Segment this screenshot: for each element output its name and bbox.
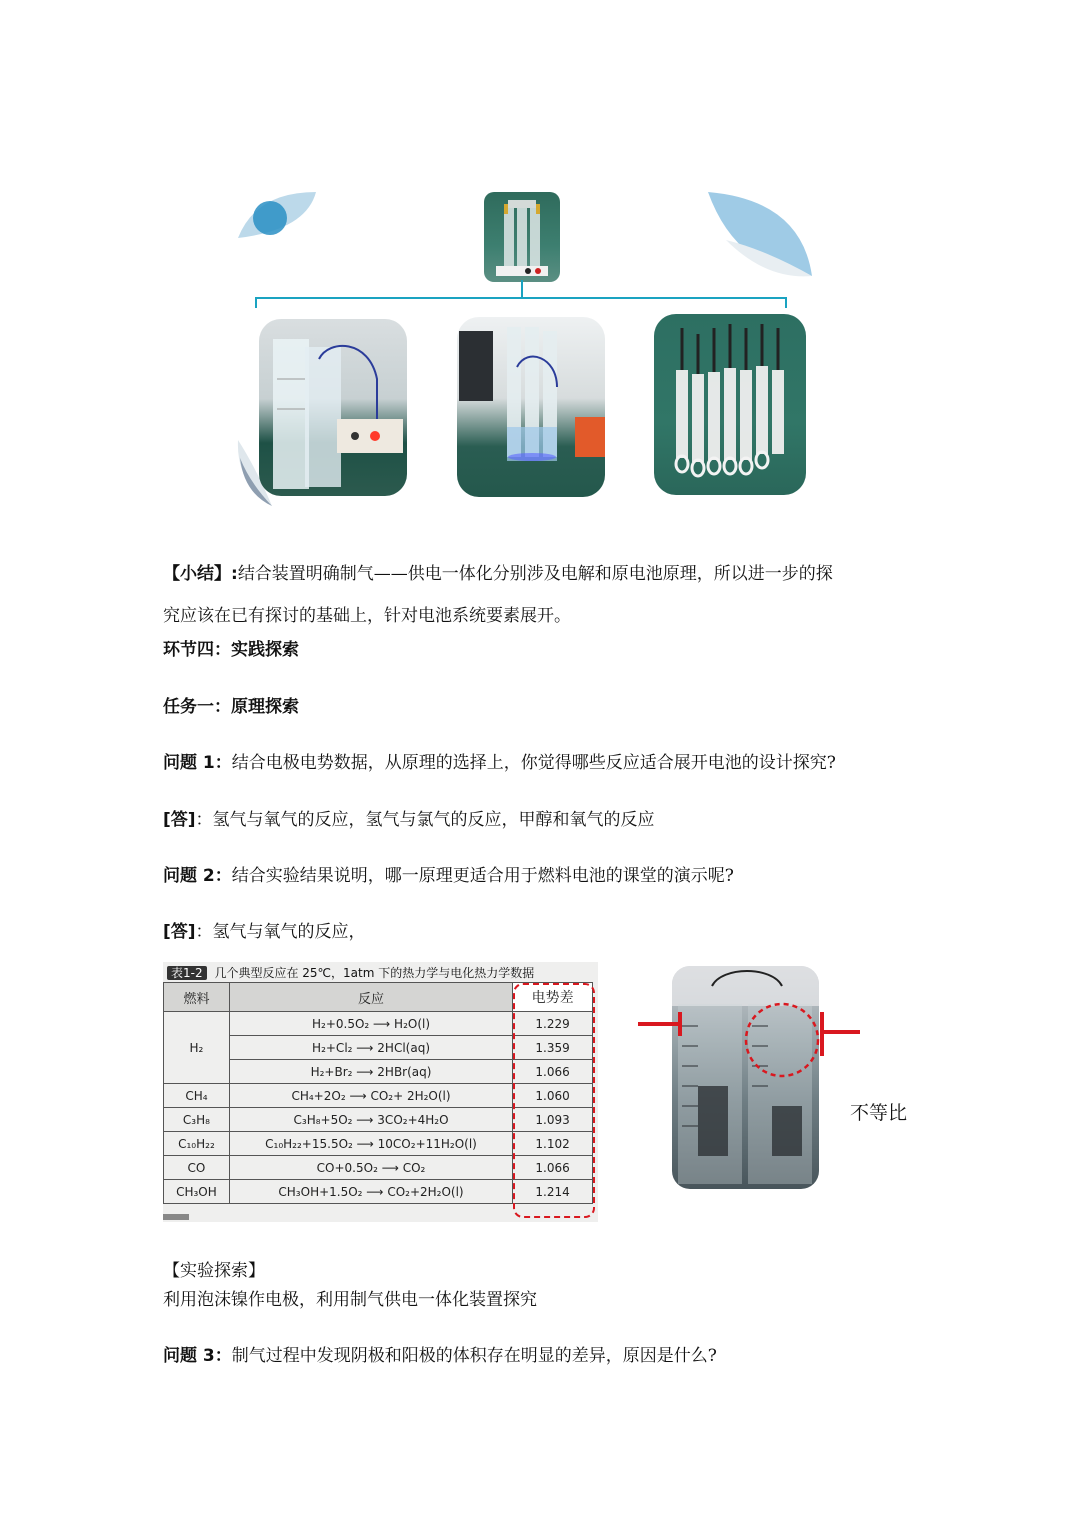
emf-cell: 1.359 [513,1036,593,1060]
syringe-electrodes-photo [654,314,806,495]
question-2-colon: ： [214,866,232,886]
question-2-label: 问题 2 [163,866,215,886]
fuel-cell: H₂ [164,1012,230,1084]
reaction-cell: C₁₀H₂₂+15.5O₂ ⟶ 10CO₂+11H₂O(l) [229,1132,512,1156]
question-1-colon: ： [214,753,232,773]
header-fuel: 燃料 [164,983,230,1012]
unequal-ratio-label: 不等比 [850,1102,908,1124]
syringe-electrolysis-photo [259,319,407,496]
scan-corner-mark [163,1214,189,1220]
header-emf: 电势差 [513,983,593,1012]
emf-cell: 1.093 [513,1108,593,1132]
question-1 [163,751,836,775]
answer-1-label: [答] [163,810,196,830]
question-3-text: 制气过程中发现阴极和阳极的体积存在明显的差异，原因是什么? [231,1346,717,1366]
experiment-title: 【实验探索】 [163,1261,265,1281]
summary-line-2: 究应该在已有探讨的基础上，针对电池系统要素展开。 [163,606,571,626]
gas-level-annotation [636,1000,862,1090]
emf-cell: 1.066 [513,1156,593,1180]
fuel-cell: C₃H₈ [164,1108,230,1132]
emf-cell: 1.066 [513,1060,593,1084]
table-caption-row [167,964,534,982]
task1-title: 任务一：原理探索 [163,697,299,717]
top-figure [236,190,816,510]
emf-cell: 1.060 [513,1084,593,1108]
decorative-corner-top-right [706,190,816,280]
emf-highlight-box [513,983,595,1218]
summary-colon: : [231,564,238,584]
table-caption: 几个典型反应在 25℃，1atm 下的热力学与电化热力学数据 [214,966,535,980]
decorative-corner-top-left [236,190,326,250]
question-1-text: 结合电极电势数据，从原理的选择上，你觉得哪些反应适合展开电池的设计探究? [231,753,836,773]
answer-2-text: 氢气与氧气的反应， [212,922,366,942]
emf-cell: 1.102 [513,1132,593,1156]
question-3-label: 问题 3 [163,1346,215,1366]
fuel-cell: CH₃OH [164,1180,230,1204]
answer-2-colon: ： [195,922,213,942]
reaction-cell: H₂+Cl₂ ⟶ 2HCl(aq) [229,1036,512,1060]
thermo-table-scan [163,962,598,1222]
summary-text-1: 结合装置明确制气——供电一体化分别涉及电解和原电池原理，所以进一步的探 [237,564,833,584]
answer-1 [163,808,655,832]
summary-label: 【小结】 [163,564,231,584]
fuel-cell: C₁₀H₂₂ [164,1132,230,1156]
header-reaction: 反应 [229,983,512,1012]
question-3 [163,1344,717,1368]
table-tag: 表1-2 [167,966,207,980]
emf-cell: 1.229 [513,1012,593,1036]
reaction-cell: CO+0.5O₂ ⟶ CO₂ [229,1156,512,1180]
question-2-text: 结合实验结果说明，哪一原理更适合用于燃料电池的课堂的演示呢? [231,866,734,886]
lab-setup-photo [457,317,605,497]
section4-title: 环节四：实践探索 [163,640,299,660]
reaction-cell: CH₃OH+1.5O₂ ⟶ CO₂+2H₂O(l) [229,1180,512,1204]
question-3-colon: ： [214,1346,232,1366]
bracket-connector [236,280,816,310]
fuel-cell: CH₄ [164,1084,230,1108]
summary-line-1 [163,562,833,586]
fuel-cell: CO [164,1156,230,1180]
reaction-cell: H₂+Br₂ ⟶ 2HBr(aq) [229,1060,512,1084]
reaction-cell: CH₄+2O₂ ⟶ CO₂+ 2H₂O(l) [229,1084,512,1108]
answer-1-text: 氢气与氧气的反应，氢气与氯气的反应，甲醇和氧气的反应 [212,810,655,830]
question-2 [163,864,734,888]
answer-1-colon: ： [195,810,213,830]
answer-2 [163,920,366,944]
answer-2-label: [答] [163,922,196,942]
question-1-label: 问题 1 [163,753,215,773]
reaction-cell: C₃H₈+5O₂ ⟶ 3CO₂+4H₂O [229,1108,512,1132]
experiment-text: 利用泡沫镍作电极，利用制气供电一体化装置探究 [163,1290,537,1310]
integrated-device-photo [484,192,560,282]
reaction-cell: H₂+0.5O₂ ⟶ H₂O(l) [229,1012,512,1036]
emf-cell: 1.214 [513,1180,593,1204]
